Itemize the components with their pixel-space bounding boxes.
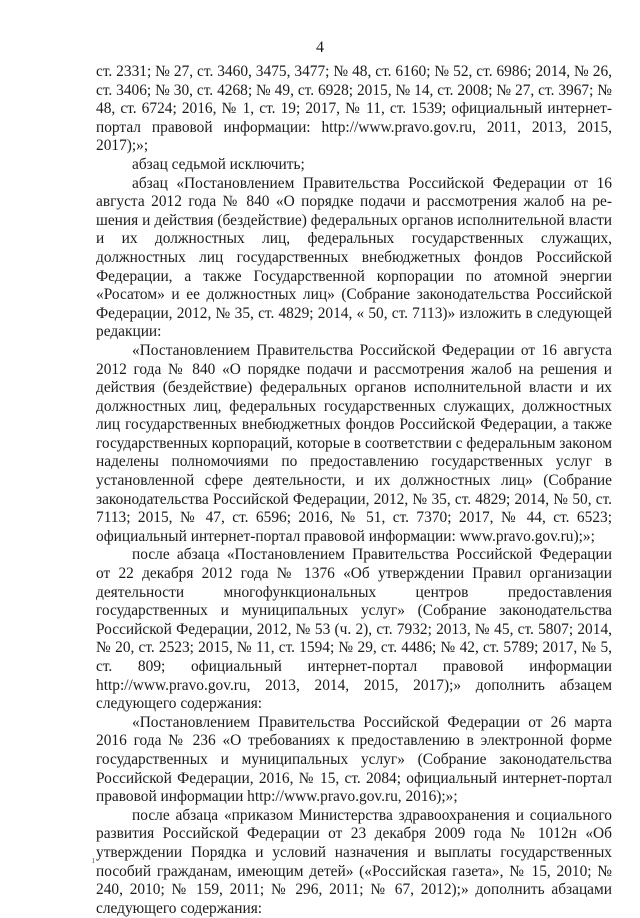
- scan-mark: ı: [92, 855, 95, 866]
- document-body: [96, 63, 612, 918]
- paragraph-after-1012n: после абзаца «приказом Министерства здравоохранения и социального развития Российской Федерации от 23 декабря 2009 года № 1012н «Об утверждении Порядка и условий назначения и выплаты государственных пособий гражданам, имеющим детей» («Российская газета», № 15, 2010; № 240, 2010; № 159, 2011; № 296, 2011; № 67, 2012);» дополнить абзацами следующего содержания:: [96, 806, 612, 917]
- paragraph-amend-840: абзац «Постановлением Правительства Российской Федерации от 16 августа 2012 года № 840 «О порядке подачи и рассмотрения жалоб на решения и действия (бездействие) федеральных органов исполнительной власти и их должностных лиц, федеральных государственных служащих, должностных лиц государственных внебюджетных фондов Российской Федерации, а также Государственной корпорации по атомной энергии «Росатом» и ее должностных лиц» (Собрание законодательства Российской Федерации, 2012, № 35, ст. 4829; 2014, « 50, ст. 7113)» изложить в следующей редакции:: [96, 174, 612, 341]
- page-number: 4: [316, 39, 324, 56]
- paragraph-new-wording-840: «Постановлением Правительства Российской Федерации от 16 августа 2012 года № 840 «О порядке подачи и рассмотрения жалоб на решения и действия (бездействие) федеральных органов исполнительной власти и их должностных лиц, федеральных государственных служащих, должностных лиц государственных внебюджетных фондов Российской Федерации, а также государственных корпораций, которые в соответствии с федеральным законом наделены полномочиями по предоставлению государственных услуг в установленной сфере деятельности, и их должностных лиц» (Собрание законодательства Российской Федерации, 2012, № 35, ст. 4829; 2014, № 50, ст. 7113; 2015, № 47, ст. 6596; 2016, № 51, ст. 7370; 2017, № 44, ст. 6523; официальный интернет-портал правовой информации: www.pravo.gov.ru);»;: [96, 341, 612, 545]
- paragraph-after-1376: после абзаца «Постановлением Правительства Российской Федерации от 22 декабря 2012 года № 1376 «Об утверждении Правил организации деятельности многофункциональных центров предоставления государственных и муниципальных услуг» (Собрание законодательства Российской Федерации, 2012, № 53 (ч. 2), ст. 7932; 2013, № 45, ст. 5807; 2014, № 20, ст. 2523; 2015, № 11, ст. 1594; № 29, ст. 4486; № 42, ст. 5789; 2017, № 5, ст. 809; официальный интернет-портал правовой информации http://www.pravo.gov.ru, 2013, 2014, 2015, 2017);» дополнить абзацем следующего содержания:: [96, 546, 612, 713]
- paragraph-new-236: «Постановлением Правительства Российской Федерации от 26 марта 2016 года № 236 «О требованиях к предоставлению в электронной форме государственных и муниципальных услуг» (Собрание законодательства Российской Федерации, 2016, № 15, ст. 2084; официальный интернет-портал правовой информации http://www.pravo.gov.ru, 2016);»;: [96, 713, 612, 806]
- paragraph-delete-seventh: абзац седьмой исключить;: [132, 155, 305, 173]
- paragraph-citation-continuation: ст. 2331; № 27, ст. 3460, 3475, 3477; № 48, ст. 6160; № 52, ст. 6986; 2014, № 26, ст. 3406; № 30, ст. 4268; № 49, ст. 6928; 2015, № 14, ст. 2008; № 27, ст. 3967; № 48, ст. 6724; 2016, № 1, ст. 19; 2017, № 11, ст. 1539; официальный интернет-портал правовой информации: http://www.pravo.gov.ru, 2011, 2013, 2015, 2017);»;: [96, 63, 612, 155]
